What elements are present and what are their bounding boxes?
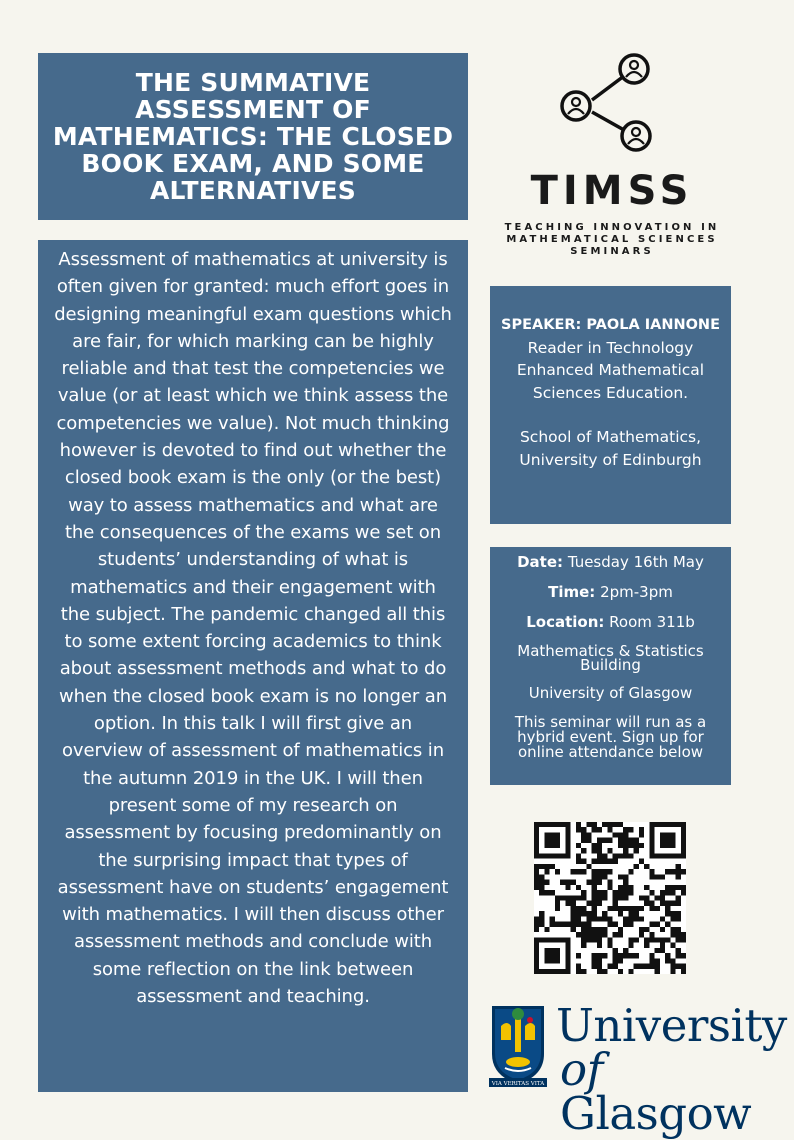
event-details-panel	[490, 547, 731, 785]
seminar-title: THE SUMMATIVE ASSESSMENT OF MATHEMATICS: THE CLOSED BOOK EXAM, AND SOME ALTERNATIVES	[52, 68, 454, 205]
speaker-affiliation: School of Mathematics, University of Edinburgh	[519, 428, 702, 469]
event-building: Mathematics & Statistics Building	[517, 642, 704, 674]
university-crest-icon	[489, 1004, 547, 1088]
time-value: 2pm-3pm	[600, 583, 673, 601]
people-network-icon	[532, 42, 702, 172]
qr-code-icon[interactable]	[534, 822, 686, 974]
event-date	[498, 554, 723, 571]
crest-motto: VIA VERITAS VITA	[491, 1081, 545, 1087]
title-banner	[38, 53, 468, 220]
time-label: Time:	[548, 583, 596, 601]
university-name-line1: University	[556, 999, 787, 1052]
speaker-panel	[490, 286, 731, 524]
event-note: This seminar will run as a hybrid event. Sign up for online attendance below	[514, 713, 707, 761]
date-label: Date:	[517, 553, 564, 571]
university-name-glasgow: Glasgow	[560, 1087, 752, 1140]
abstract-text: Assessment of mathematics at university is often given for granted: much effort goes in designing meaningful exam questions which are fair, for which marking can be highly reliable and that test the competencies we value (or at least which we think assess the competencies we value). Not much thinking however is devoted to find out whether the closed book exam is the only (or the best) way to assess mathematics and what are the consequences of the exams we set on students’ understanding of what is mathematics and their engagement with the subject. The pandemic changed all this to some extent forcing academics to think about assessment methods and what to do when the closed book exam is no longer an option. In this talk I will first give an overview of assessment of mathematics in the autumn 2019 in the UK. I will then present some of my research on assessment by focusing predominantly on the surprising impact that types of assessment have on students’ engagement with mathematics. I will then discuss other assessment methods and conclude with some reflection on the link between assessment and teaching.	[54, 249, 452, 1008]
abstract-panel	[38, 240, 468, 1092]
event-location	[498, 614, 723, 631]
university-name-of: of	[560, 1043, 603, 1096]
timss-logo-text: TIMSS	[530, 168, 694, 214]
location-value: Room 311b	[609, 613, 695, 631]
speaker-heading: SPEAKER: PAOLA IANNONE	[501, 317, 720, 333]
location-label: Location:	[526, 613, 605, 631]
university-name	[556, 999, 794, 1140]
event-time	[498, 584, 723, 601]
speaker-role: Reader in Technology Enhanced Mathematical Sciences Education.	[516, 338, 705, 402]
event-university: University of Glasgow	[528, 684, 693, 702]
timss-subtitle: TEACHING INNOVATION IN MATHEMATICAL SCIENCES SEMINARS	[504, 222, 720, 257]
date-value: Tuesday 16th May	[567, 553, 704, 571]
